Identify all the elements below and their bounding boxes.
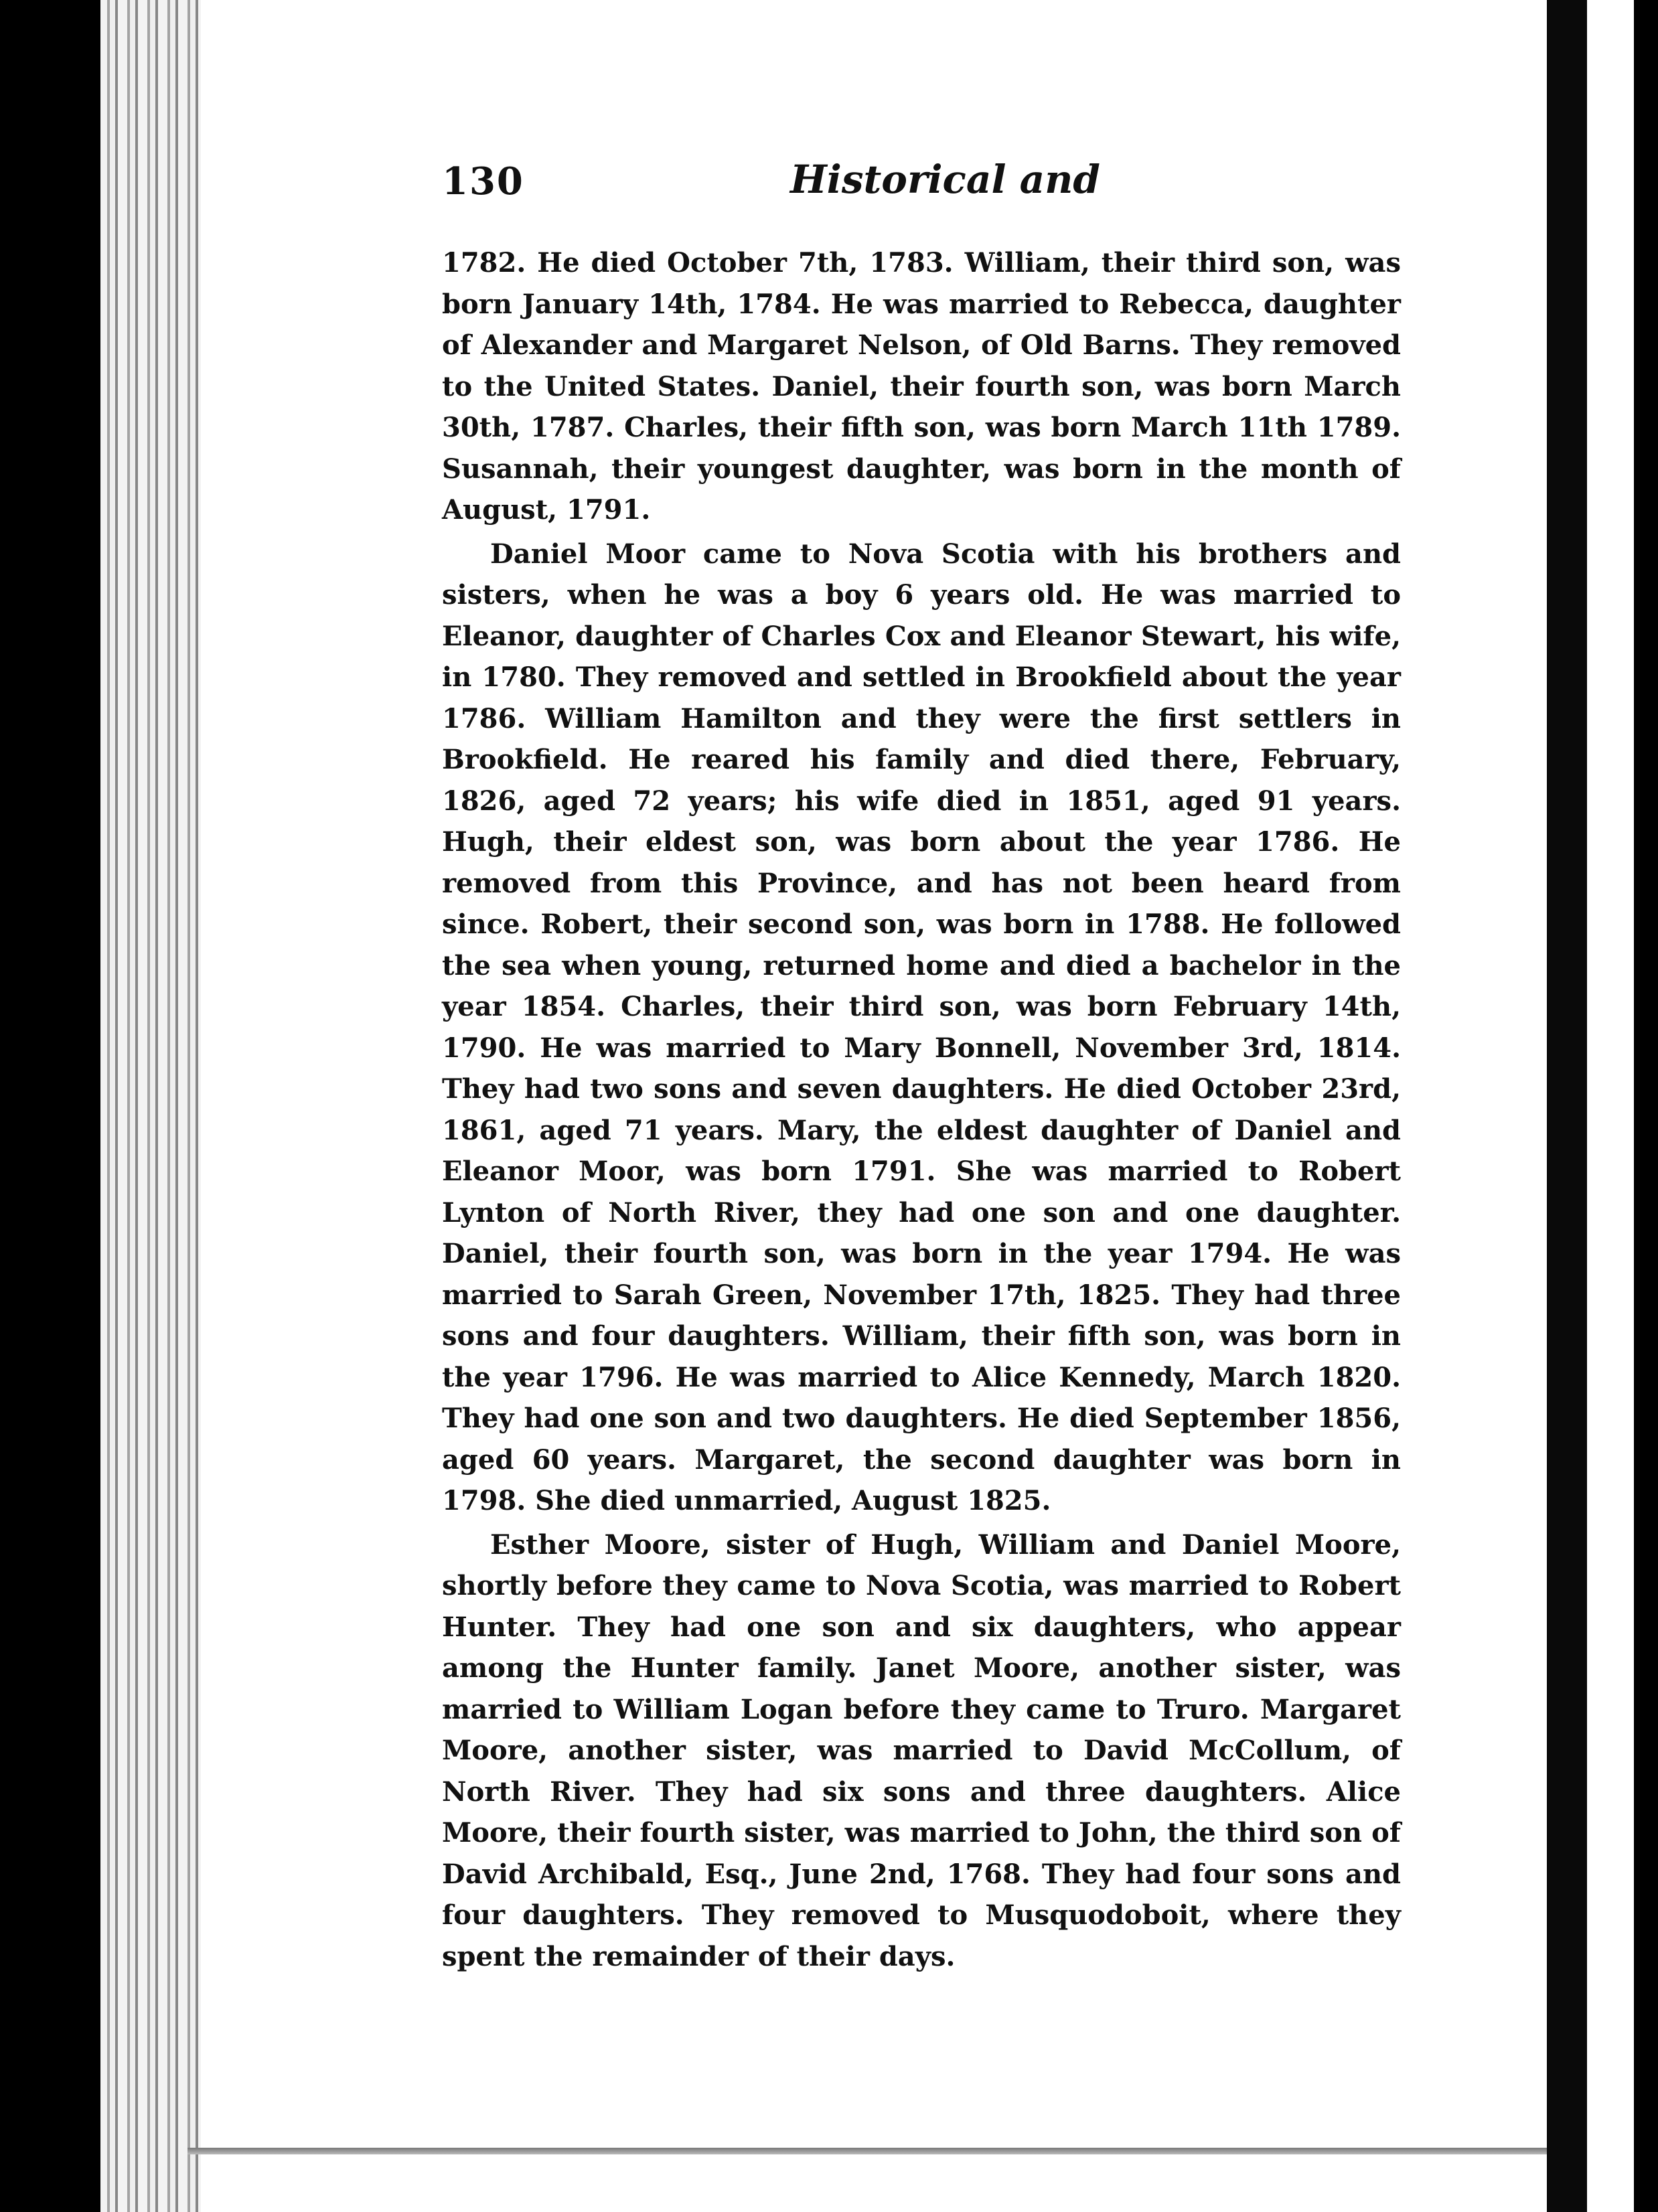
page-stack-edge [107, 0, 201, 2212]
page-bottom-edge [187, 2148, 1547, 2154]
running-head: Historical and [790, 157, 1100, 202]
paragraph-daniel-moor: Daniel Moor came to Nova Scotia with his brothers and sisters, when he was a boy 6 years old. He was married to Eleanor, daughter of Charles Cox and Eleanor Stewart, his wife, in 1780. They removed and settled in Brookfield about the year 1786. William Hamilton and they were the first settlers in Brookfield. He reared his family and died there, February, 1826, aged 72 years; his wife died in 1851, aged 91 years. Hugh, their eldest son, was born about the year 1786. He removed from this Province, and has not been heard from since. Robert, their second son, was born in 1788. He followed the sea when young, returned home and died a bachelor in the year 1854. Charles, their third son, was born February 14th, 1790. He was married to Mary Bonnell, November 3rd, 1814. They had two sons and seven daughters. He died October 23rd, 1861, aged 71 years. Mary, the eldest daughter of Daniel and Eleanor Moor, was born 1791. She was married to Robert Lynton of North River, they had one son and one daughter. Daniel, their fourth son, was born in the year 1794. He was married to Sarah Green, November 17th, 1825. They had three sons and four daughters. William, their fifth son, was born in the year 1796. He was married to Alice Kennedy, March 1820. They had one son and two daughters. He died September 1856, aged 60 years. Margaret, the second daughter was born in 1798. She died unmarried, August 1825. [442, 538, 1401, 1516]
scan-border [1634, 0, 1658, 2212]
page-header [442, 159, 1420, 213]
paragraph-esther-moore: Esther Moore, sister of Hugh, William and Daniel Moore, shortly before they came to Nova Scotia, was married to Robert Hunter. They had one son and six daughters, who appear among the Hunter family. Janet Moore, another sister, was married to William Logan before they came to Truro. Margaret Moore, another sister, was married to David McCollum, of North River. They had six sons and three daughters. Alice Moore, their fourth sister, was married to John, the third son of David Archibald, Esq., June 2nd, 1768. They had four sons and four daughters. They removed to Musquodoboit, where they spent the remainder of their days. [442, 1528, 1401, 1972]
body-text [442, 242, 1401, 1977]
page-number: 130 [442, 159, 524, 204]
book-binding-shadow [1547, 0, 1587, 2212]
paragraph-continuation: 1782. He died October 7th, 1783. William, their third son, was born January 14th, 1784. He was married to Rebecca, daughter of Alexander and Margaret Nelson, of Old Barns. They removed to the United States. Daniel, their fourth son, was born March 30th, 1787. Charles, their fifth son, was born March 11th 1789. Susannah, their youngest daughter, was born in the month of August, 1791. [442, 247, 1401, 526]
facing-page-edge [1587, 0, 1634, 2212]
